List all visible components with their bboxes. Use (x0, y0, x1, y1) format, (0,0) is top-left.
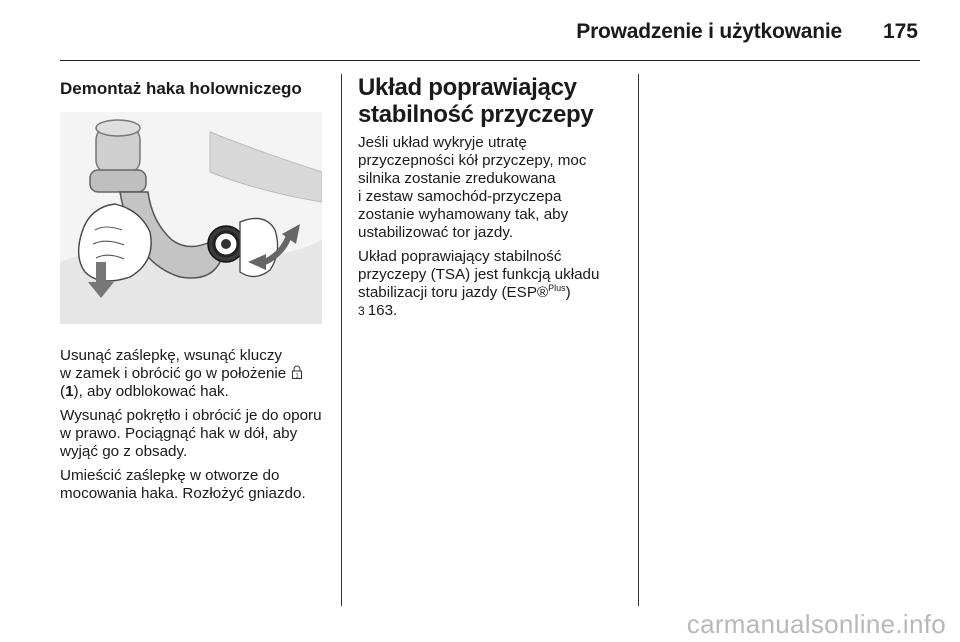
middle-column (358, 74, 622, 326)
column-divider-right (638, 74, 639, 606)
watermark: carmanualsonline.info (686, 609, 946, 639)
paren-close: ) (565, 284, 571, 301)
tsa-p1-line: i zestaw samochód-przyczepa (358, 188, 562, 205)
tow-hook-removal-illustration (60, 112, 322, 324)
reference-page-link[interactable]: 163. (367, 302, 398, 319)
tsa-p1-line: ustabilizować tor jazdy. (358, 224, 514, 241)
tsa-paragraph-2 (358, 248, 622, 320)
esp-plus-superscript: Plus (548, 282, 566, 293)
page-header-title: Prowadzenie i użytkowanie (576, 20, 842, 43)
section-heading-tow-hook-removal: Demontaż haka holowniczego (60, 79, 302, 98)
instruction-paragraph-2: Wysunąć pokrętło i obrócić je do oporu w prawo. Pociągnąć hak w dół, aby wyjąć go z obsady. (60, 407, 322, 460)
position-number: 1 (65, 383, 74, 400)
heading-line-2: stabilność przyczepy (358, 101, 594, 128)
header-divider (60, 60, 920, 61)
instruction-paragraph-1 (60, 347, 332, 401)
page-number: 175 (882, 20, 918, 43)
tsa-p2-line: stabilizacji toru jazdy (ESP® (358, 284, 549, 301)
paren-open: ( (60, 383, 66, 400)
instruction-line-3-tail: ), aby odblokować hak. (73, 383, 229, 400)
tsa-p2-line: przyczepy (TSA) jest funkcją układu (358, 266, 600, 283)
tsa-p1-line: przyczepności kół przyczepy, moc (358, 152, 587, 169)
instruction-line-1: Usunąć zaślepkę, wsunąć kluczy (60, 347, 283, 364)
tsa-p1-line: silnika zostanie zredukowana (358, 170, 556, 187)
tsa-p1-line: zostanie wyhamowany tak, aby (358, 206, 569, 223)
column-divider-left (341, 74, 342, 606)
lock-icon (292, 365, 302, 379)
heading-line-1: Układ poprawiający (358, 74, 577, 101)
instruction-line-2: w zamek i obrócić go w położenie (60, 365, 287, 382)
tsa-paragraph-1 (358, 134, 622, 242)
left-column (60, 74, 332, 509)
lock-icon-number: 1 (295, 373, 300, 379)
section-heading-trailer-stability (358, 74, 622, 128)
instruction-paragraph-3: Umieścić zaślepkę w otworze do mocowania haka. Rozłożyć gniazdo. (60, 467, 306, 502)
tsa-p2-line: Układ poprawiający stabilność (358, 248, 562, 265)
tsa-p1-line: Jeśli układ wykryje utratę (358, 134, 527, 151)
page-reference-icon: 3 (358, 304, 365, 318)
